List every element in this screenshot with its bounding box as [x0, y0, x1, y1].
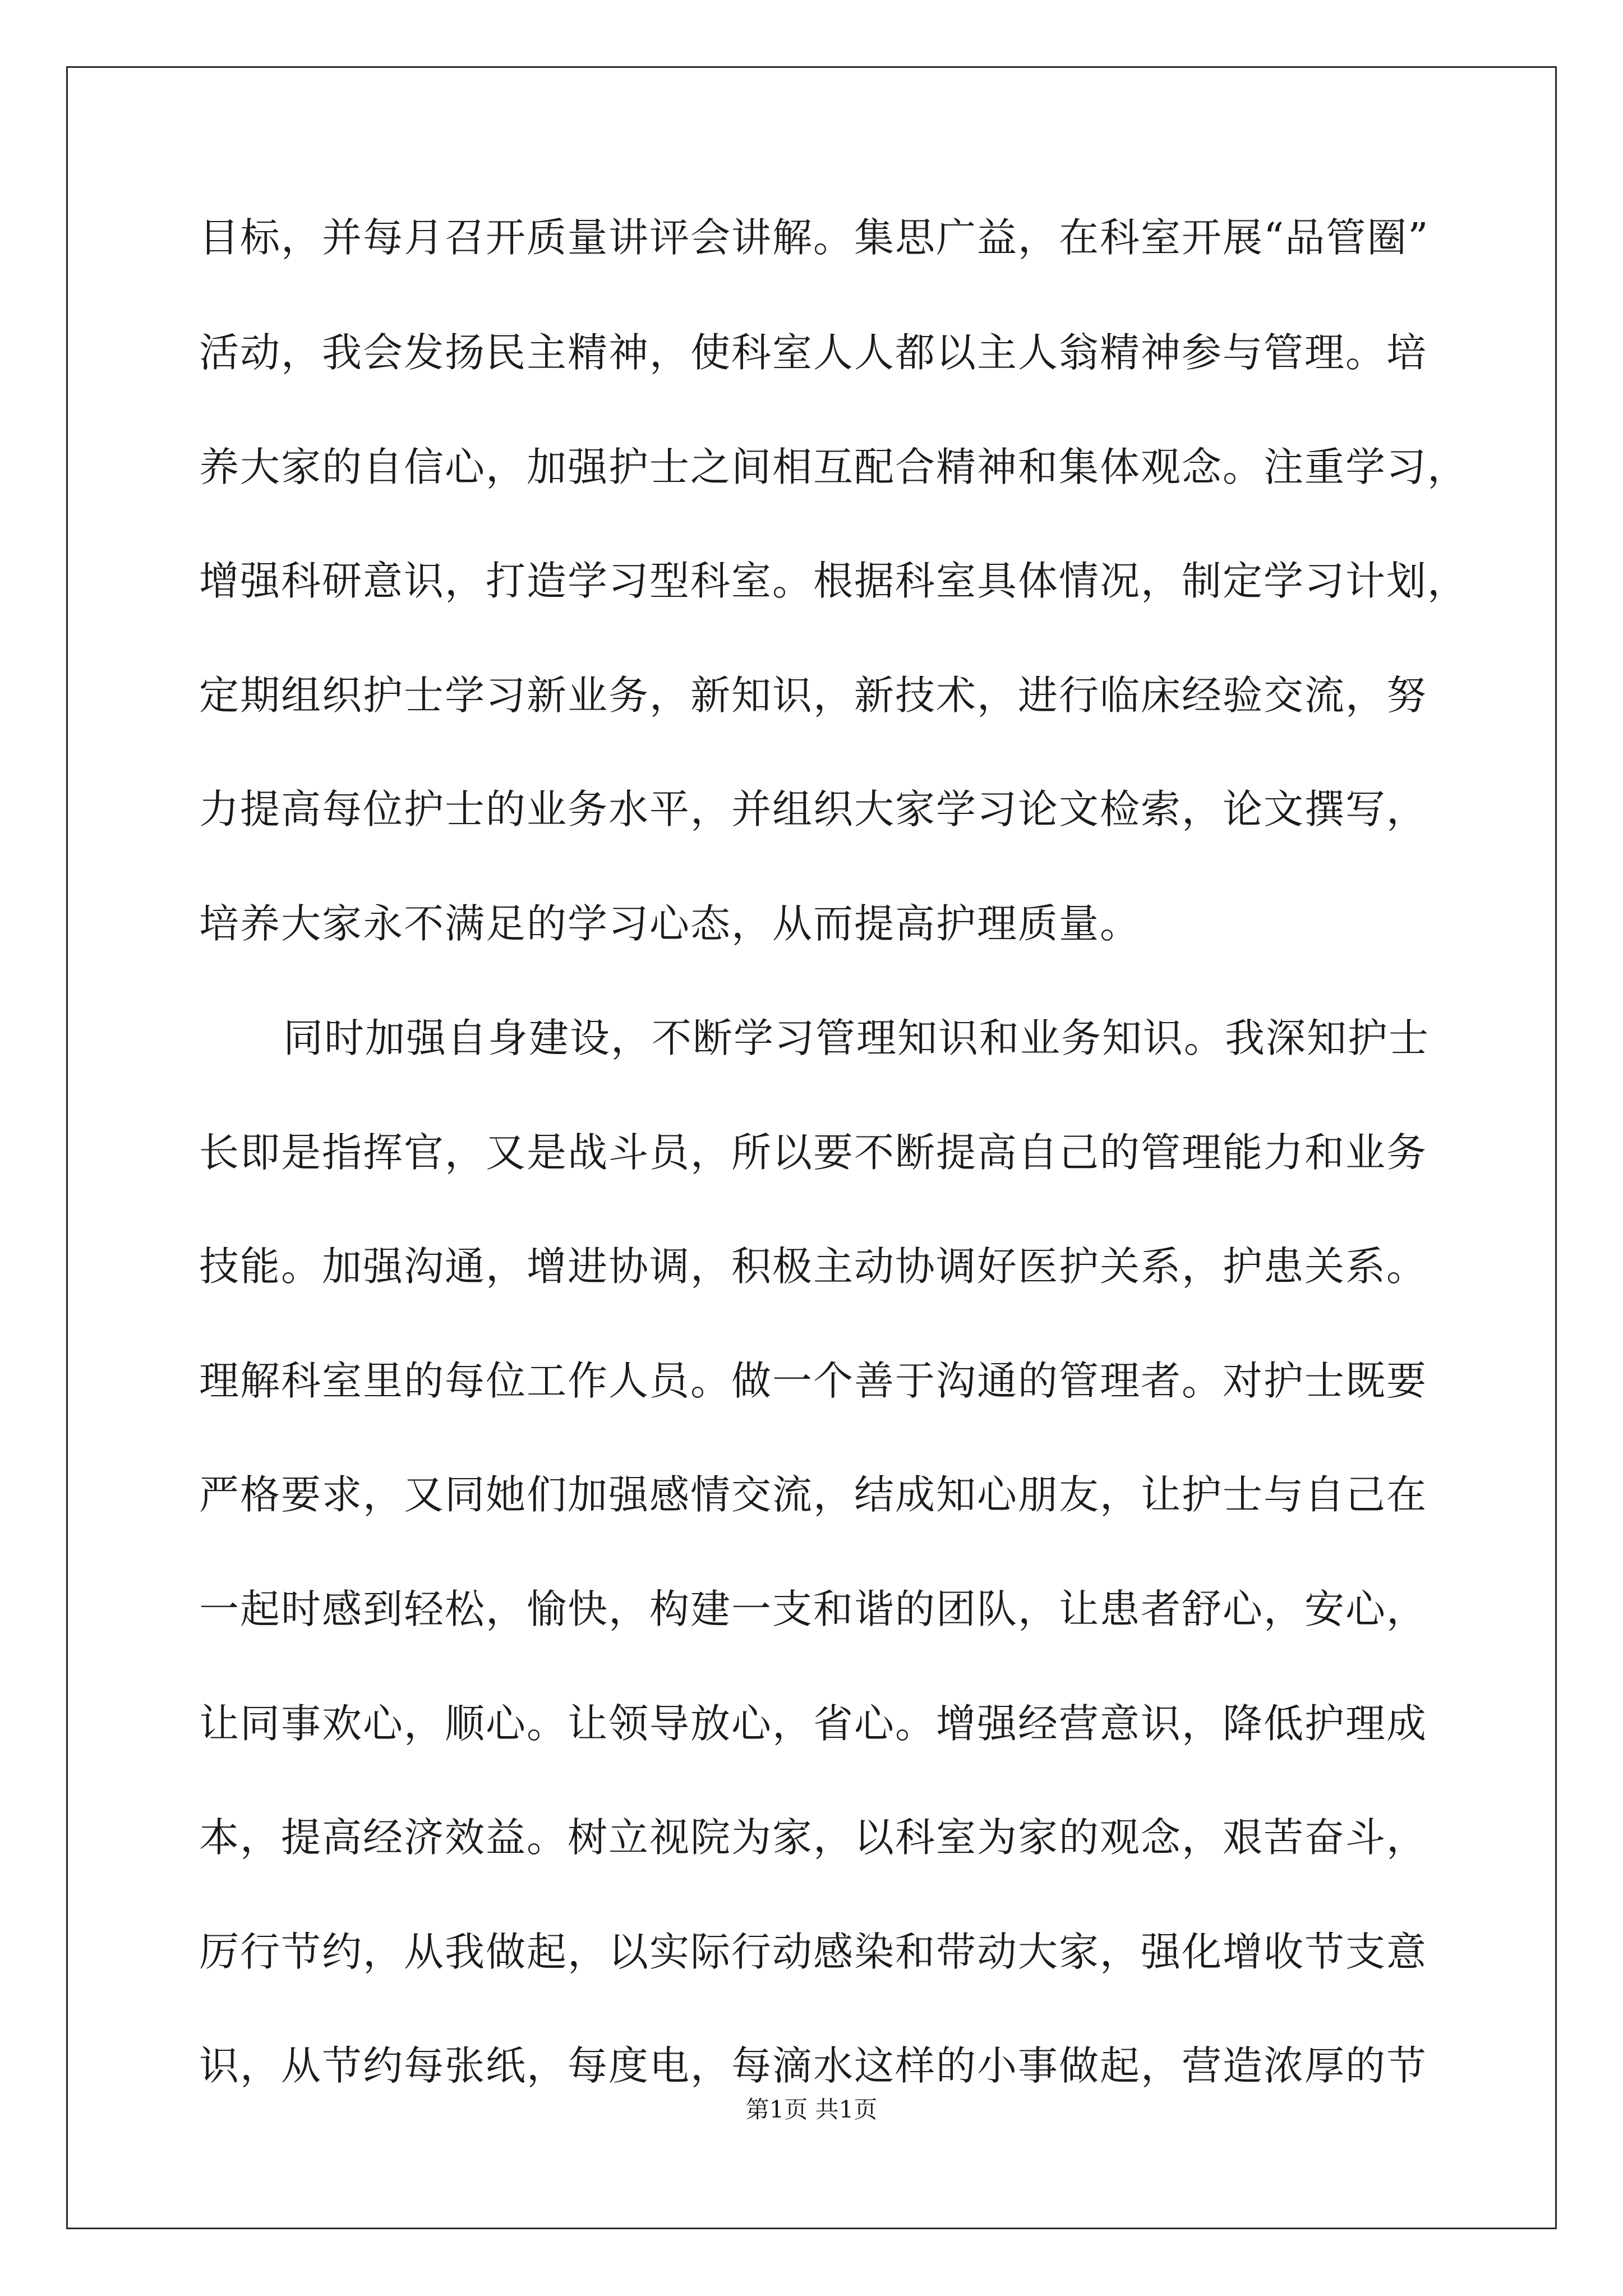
text-line: 力提高每位护士的业务水平，并组织大家学习论文检索，论文撰写，: [199, 786, 1428, 832]
text-line: 识，从节约每张纸，每度电，每滴水这样的小事做起，营造浓厚的节: [199, 2042, 1428, 2089]
page-number-footer: 第1页 共1页: [745, 2096, 878, 2123]
paragraph-first-line: 同时加强自身建设，不断学习管理知识和业务知识。我深知护士: [283, 1015, 1430, 1061]
text-line: 一起时感到轻松，愉快，构建一支和谐的团队，让患者舒心，安心，: [199, 1586, 1428, 1632]
text-line: 长即是指挥官，又是战斗员，所以要不断提高自己的管理能力和业务: [199, 1129, 1428, 1176]
text-line: 技能。加强沟通，增进协调，积极主动协调好医护关系，护患关系。: [199, 1243, 1428, 1290]
text-line: 定期组织护士学习新业务，新知识，新技术，进行临床经验交流，努: [199, 672, 1428, 719]
text-line: 本，提高经济效益。树立视院为家，以科室为家的观念，艰苦奋斗，: [199, 1814, 1428, 1861]
text-line: 增强科研意识，打造学习型科室。根据科室具体情况，制定学习计划，: [199, 558, 1469, 604]
text-line: 严格要求，又同她们加强感情交流，结成知心朋友，让护士与自己在: [199, 1471, 1428, 1518]
text-line: 养大家的自信心，加强护士之间相互配合精神和集体观念。注重学习，: [199, 444, 1469, 490]
text-line: 活动，我会发扬民主精神，使科室人人都以主人翁精神参与管理。培: [199, 329, 1428, 376]
text-line: 厉行节约，从我做起，以实际行动感染和带动大家，强化增收节支意: [199, 1929, 1428, 1975]
text-line: 让同事欢心，顺心。让领导放心，省心。增强经营意识，降低护理成: [199, 1700, 1428, 1747]
text-line: 理解科室里的每位工作人员。做一个善于沟通的管理者。对护士既要: [199, 1358, 1428, 1404]
text-line: 培养大家永不满足的学习心态，从而提高护理质量。: [199, 900, 1141, 947]
text-line: 目标，并每月召开质量讲评会讲解。集思广益，在科室开展“品管圈”: [199, 214, 1430, 261]
